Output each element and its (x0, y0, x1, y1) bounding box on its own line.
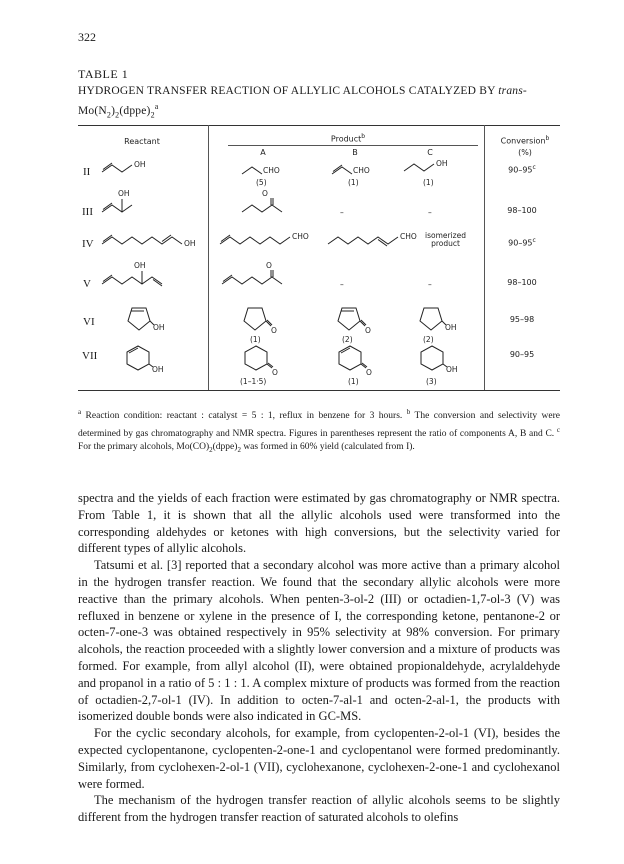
svg-text:OH: OH (153, 323, 165, 332)
ratio-II-a: (5) (256, 178, 267, 187)
ratio-VI-b: (2) (342, 335, 353, 344)
header-conversion-unit: (%) (518, 148, 532, 157)
dash-III-b: – (340, 208, 344, 217)
conversion-V: 98–100 (507, 278, 537, 287)
table-label: TABLE 1 (78, 67, 129, 81)
page-number: 322 (78, 30, 96, 44)
paragraph-1: spectra and the yields of each fraction were estimated by gas chromatography or NMR spectra. From Table 1, it is shown that all the allylic alcohols used were transformed into the corresponding aldehydes or ketones with high conversions, but the selectivity varied for different types of allylic alcohols. (78, 491, 560, 556)
conversion-IV: 90–95$^c$ (508, 237, 536, 248)
header-product: Product$^b$ (330, 133, 366, 144)
svg-text:OH: OH (436, 159, 448, 168)
dash-III-c: – (428, 208, 432, 217)
row-id-V: V (83, 278, 91, 290)
header-col-c: C (427, 148, 433, 157)
row-id-II: II (83, 166, 91, 178)
svg-text:CHO: CHO (400, 232, 417, 241)
isomerized-product: isomerized product (425, 231, 466, 248)
conversion-II: 90–95$^c$ (508, 164, 536, 175)
header-col-a: A (260, 148, 266, 157)
svg-text:OH: OH (134, 160, 146, 169)
row-id-IV: IV (82, 238, 94, 250)
structure-cyclopentanol (412, 305, 472, 337)
ratio-VII-c: (3) (426, 377, 437, 386)
table-caption (78, 84, 558, 122)
svg-text:O: O (272, 368, 278, 377)
svg-text:OH: OH (184, 239, 196, 248)
structure-octen-al (218, 226, 318, 250)
structure-octadien-2-7-ol-1 (100, 226, 200, 250)
product-header-rule (228, 145, 478, 146)
structure-cyclopentenone (330, 305, 380, 337)
paragraph-3: For the cyclic secondary alcohols, for example, from cyclopenten-2-ol-1 (VI), besides the expected cyclopentanone, cyclopenten-2-one-1 and cyclopentanol were formed predominantly. Similarly, from cyclohexen-2-ol-1 (VII), cyclohexanone, cyclohexen-2-one-1 and cyclohexanol were formed. (78, 726, 560, 791)
structure-octadien-1-7-ol-3 (100, 260, 180, 292)
structure-allyl-alcohol (100, 158, 180, 178)
row-id-VI: VI (83, 316, 95, 328)
svg-text:CHO: CHO (292, 232, 309, 241)
ratio-VII-b: (1) (348, 377, 359, 386)
table-top-rule (78, 125, 560, 126)
table-bottom-rule (78, 390, 560, 391)
conversion-III: 98–100 (507, 206, 537, 215)
svg-text:OH: OH (118, 189, 130, 198)
conversion-VII: 90–95 (509, 350, 535, 359)
table-footnote: $^a$ Reaction condition: reactant : catalyst = 5 : 1, reflux in benzene for 3 hours. $^b$ The conversion and selectivity were determined by gas chromatography and NMR spectra. Figures in parentheses represent the ratio of components A, B and C. $^c$ For the primary alcohols, $Mo(CO)_2(dppe)_2$ was formed in 60% yield (calculated from I). (78, 408, 560, 455)
svg-text:CHO: CHO (263, 166, 280, 175)
structure-cyclohexen-2-ol-1 (118, 344, 182, 378)
structure-cyclohexenone (330, 344, 384, 378)
ratio-II-b: (1) (348, 178, 359, 187)
body-text (78, 490, 560, 826)
structure-acrylaldehyde (330, 160, 390, 180)
structure-pentanone-2 (240, 188, 290, 220)
svg-text:O: O (366, 368, 372, 377)
caption-main: HYDROGEN TRANSFER REACTION OF ALLYLIC ALCOHOLS CATALYZED BY (78, 85, 496, 97)
row-id-VII: VII (82, 350, 98, 362)
structure-octen-2-al (326, 226, 426, 250)
column-divider-2 (484, 125, 485, 390)
ratio-VI-c: (2) (423, 335, 434, 344)
ratio-VII-a: (1–1·5) (240, 377, 267, 386)
svg-text:OH: OH (445, 323, 457, 332)
svg-text:O: O (266, 261, 272, 270)
structure-penten-3-ol-2 (100, 188, 160, 220)
svg-text:O: O (262, 189, 268, 198)
header-conversion: Conversion$^b$ (500, 135, 550, 146)
conversion-VI: 95–98 (509, 315, 535, 324)
structure-cyclohexanone (236, 344, 290, 378)
svg-text:OH: OH (446, 365, 458, 374)
ratio-VI-a: (1) (250, 335, 261, 344)
structure-cyclopenten-2-ol-1 (120, 305, 180, 337)
ratio-II-c: (1) (423, 178, 434, 187)
dash-V-b: – (340, 280, 344, 289)
column-divider-1 (208, 125, 209, 390)
caption-formula: $Mo(N_2)_2(dppe)_2^a$ (78, 102, 159, 120)
structure-cyclopentanone (236, 305, 286, 337)
svg-text:O: O (271, 326, 277, 335)
svg-text:OH: OH (134, 261, 146, 270)
paragraph-2: Tatsumi et al. [3] reported that a secondary alcohol was more active than a primary alcohol in the hydrogen transfer reaction. We found that the secondary allylic alcohols were more reactive than the primary alcohols. When penten-3-ol-2 (III) or octadien-1,7-ol-3 (V) was refluxed in benzene or xylene in the presence of I, the corresponding ketone, pentanone-2 or octen-7-one-3 was obtained respectively in 95% selectivity at 98% conversion. For primary alcohols, the reaction proceeded with a slightly lower conversion and a mixture of products was formed. For example, from allyl alcohol (II), were obtained propionaldehyde, acrylaldehyde and propanol in a ratio of 5 : 1 : 1. A complex mixture of products was formed from the reaction of octadien-2,7-ol-1 (IV). In addition to octen-7-al-1 and octen-2-al-1, the products with isomerized double bonds were also indicated in GC-MS. (78, 558, 560, 724)
header-reactant: Reactant (124, 137, 160, 146)
svg-text:OH: OH (152, 365, 164, 374)
svg-text:O: O (365, 326, 371, 335)
row-id-III: III (82, 206, 93, 218)
paragraph-4: The mechanism of the hydrogen transfer reaction of allylic alcohols seems to be slightly different from the hydrogen transfer reaction of saturated alcohols to olefins (78, 793, 560, 825)
header-col-b: B (352, 148, 358, 157)
svg-text:CHO: CHO (353, 166, 370, 175)
structure-cyclohexanol (412, 344, 476, 378)
dash-V-c: – (428, 280, 432, 289)
structure-propionaldehyde (240, 160, 300, 180)
structure-propanol (402, 157, 472, 177)
structure-octen-7-one-3 (220, 260, 300, 292)
caption-italic: trans- (498, 85, 527, 97)
